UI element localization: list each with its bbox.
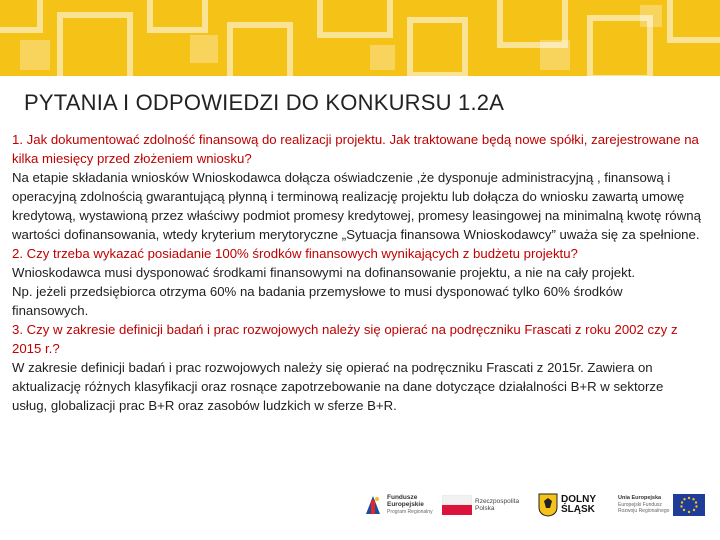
logo-ue-line2: Europejski Fundusz [618, 501, 662, 508]
answer-2-example: Np. jeżeli przedsiębiorca otrzyma 60% na badania przemysłowe to musi dysponować tylko 60% środków finansowych. [12, 284, 623, 318]
answer-1: Na etapie składania wniosków Wnioskodawca dołącza oświadczenie ,że dysponuje administracyjną , finansową i operacyjną zdolnością gwarantującą płynną i terminową realizację projektu lub dołącza do wniosku zawartą umowę kredytową, wystawioną przez właściwy podmiot promesy kredytowej, promesy leasingowej na minimalną kwotę równą wartości dofinansowania, wtedy kryterium merytoryczne „Sytuacja finansowa Wnioskodawcy” uważa się za spełnione. [12, 170, 701, 242]
logo-fe-line2: Europejskie [387, 501, 424, 509]
banner-pattern [0, 0, 720, 76]
question-2: 2. Czy trzeba wykazać posiadanie 100% środków finansowych wynikających z budżetu projektu? [12, 246, 578, 261]
eu-flag-icon [673, 494, 705, 516]
logo-fundusze-europejskie [362, 488, 433, 522]
question-1: 1. Jak dokumentować zdolność finansową do realizacji projektu. Jak traktowane będą nowe spółki, zarejestrowane na kilka miesięcy przed złożeniem wniosku? [12, 132, 699, 166]
eu-funds-star-icon [362, 492, 384, 518]
header-banner [0, 0, 720, 76]
logo-fe-sub: Program Regionalny [387, 508, 433, 515]
question-3: 3. Czy w zakresie definicji badań i prac rozwojowych należy się opierać na podręczniku Frascati z roku 2002 czy z 2015 r.? [12, 322, 678, 356]
polish-flag-icon [442, 495, 472, 515]
logo-rp-line2: Polska [475, 505, 495, 512]
qa-content [12, 130, 702, 415]
lower-silesia-coat-of-arms-icon [538, 493, 558, 517]
answer-2: Wnioskodawca musi dysponować środkami finansowymi na dofinansowanie projektu, a nie na cały projekt. [12, 265, 636, 280]
answer-3: W zakresie definicji badań i prac rozwojowych należy się opierać na podręczniku Frascati z 2015r. Zawiera on aktualizację różnych klasyfikacji oraz rosnące zapotrzebowanie na dane dotyczące działalności B+R w sektorze usług, globalizacji prac B+R oraz zasobów ludzkich w sferze B+R. [12, 360, 664, 413]
logo-unia-europejska [618, 488, 705, 522]
logo-rp-line1: Rzeczpospolita [475, 497, 520, 505]
logo-rzeczpospolita-polska [442, 488, 519, 522]
logo-fe-line1: Fundusze [387, 493, 418, 501]
footer-logos [0, 478, 720, 540]
logo-ds-line1: DOLNY [561, 494, 596, 505]
logo-ue-line1: Unia Europejska [618, 495, 662, 502]
logo-dolny-slask [538, 488, 596, 522]
page-title: PYTANIA I ODPOWIEDZI DO KONKURSU 1.2A [24, 90, 505, 115]
logo-ue-line3: Rozwoju Regionalnego [618, 508, 670, 515]
logo-ds-line2: ŚLĄSK [561, 504, 595, 515]
